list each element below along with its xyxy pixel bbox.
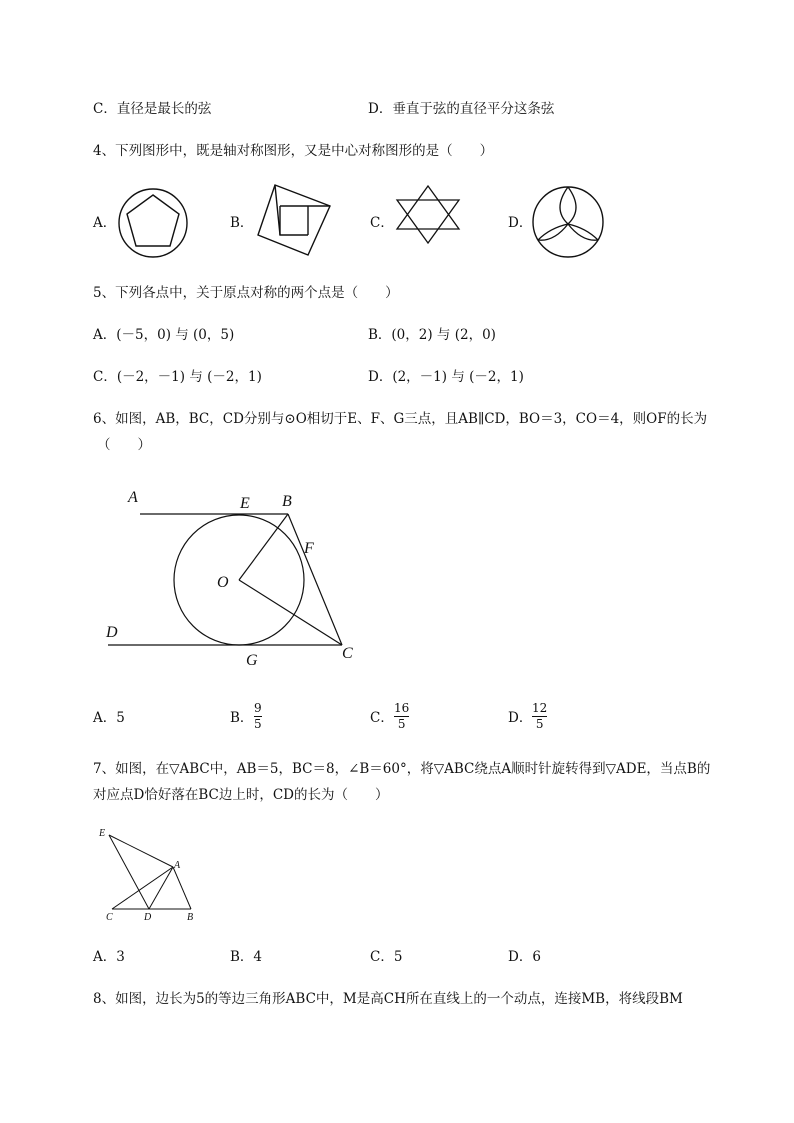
q6-option-d-prefix: D．: [508, 710, 533, 726]
q4-figure-a-pentagon-in-circle: [116, 188, 192, 258]
q8-stem-line1: 8、如图，边长为5的等边三角形ABC中，M是高CH所在直线上的一个动点，连接MB，将线段BM: [93, 991, 683, 1007]
q6-label-g: G: [246, 652, 258, 669]
q7-stem-line2: 对应点D恰好落在BC边上时，CD的长为（ ）: [93, 787, 389, 803]
q6-option-a: A．5: [93, 710, 125, 726]
q6-option-b-fraction: [254, 702, 262, 731]
q4-label-b: B．: [230, 215, 254, 231]
q7-option-d: D．6: [508, 949, 541, 965]
q6-option-b-numerator: 9: [254, 701, 262, 715]
q6-option-c-prefix: C．: [370, 710, 394, 726]
q7-label-d: D: [144, 912, 152, 922]
q6-label-a: A: [128, 489, 138, 506]
q6-label-e: E: [240, 495, 250, 512]
q7-label-a: A: [174, 860, 181, 871]
q5-option-d: D．(2，－1) 与 (－2，1): [368, 369, 524, 385]
q6-option-c-denominator: 5: [397, 717, 406, 731]
q4-figure-d-three-petal-circle: [530, 184, 606, 260]
q6-option-c-numerator: 16: [394, 701, 410, 715]
q7-option-c: C．5: [370, 949, 403, 965]
q5-stem: 5、下列各点中，关于原点对称的两个点是（ ）: [93, 285, 399, 301]
q7-label-e: E: [99, 828, 106, 839]
q3-option-d: D．垂直于弦的直径平分这条弦: [368, 101, 555, 117]
q6-label-o: O: [217, 574, 229, 591]
q4-stem: 4、下列图形中，既是轴对称图形，又是中心对称图形的是（ ）: [93, 143, 494, 159]
q6-option-d-fraction: [532, 702, 547, 731]
q6-label-f: F: [304, 540, 314, 557]
q6-option-d-denominator: 5: [535, 717, 544, 731]
q7-label-c: C: [106, 912, 113, 922]
q6-option-d-numerator: 12: [532, 701, 548, 715]
q4-label-c: C．: [370, 215, 394, 231]
q6-stem-line1: 6、如图，AB，BC，CD分别与⊙O相切于E、F、G三点，且AB∥CD，BO＝3，CO＝4，则OF的长为: [93, 411, 708, 427]
q5-option-a: A．(－5，0) 与 (0，5): [93, 327, 235, 343]
q6-option-c-fraction: [394, 702, 409, 731]
q5-option-c: C．(－2，－1) 与 (－2，1): [93, 369, 262, 385]
q7-option-a: A．3: [93, 949, 125, 965]
q3-option-c: C．直径是最长的弦: [93, 101, 212, 117]
q4-label-a: A．: [93, 215, 117, 231]
q6-stem-line2: （ ）: [97, 437, 151, 453]
q6-option-b-prefix: B．: [230, 710, 254, 726]
q6-option-b-denominator: 5: [254, 717, 262, 731]
q6-figure-tangent-circle: [100, 484, 370, 674]
q6-label-d: D: [106, 624, 118, 641]
q4-label-d: D．: [508, 215, 533, 231]
q5-option-b: B．(0，2) 与 (2，0): [368, 327, 496, 343]
q6-label-c: C: [342, 645, 353, 662]
q7-option-b: B．4: [230, 949, 263, 965]
q7-figure-rotated-triangle: [96, 826, 200, 922]
q4-figure-c-hexagram: [392, 184, 464, 246]
q6-label-b: B: [282, 493, 292, 510]
q7-stem-line1: 7、如图，在▽ABC中，AB＝5，BC＝8，∠B＝60°，将▽ABC绕点A顺时针旋转得到▽ADE，当点B的: [93, 761, 711, 777]
q4-figure-b-nested-squares: [254, 182, 334, 260]
q7-label-b: B: [187, 912, 194, 922]
